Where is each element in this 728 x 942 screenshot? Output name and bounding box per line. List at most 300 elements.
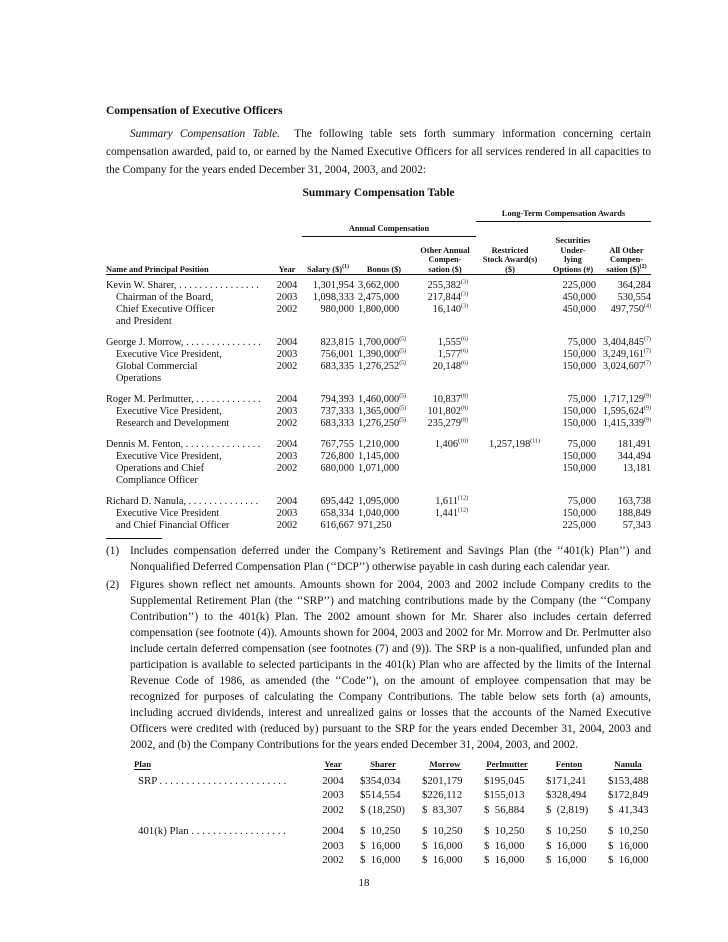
footnote-divider: [106, 538, 162, 539]
other-annual-note: (10): [458, 438, 468, 445]
table-row: [106, 418, 651, 430]
restricted-stock-cell: [476, 275, 544, 293]
other-annual-note: (8): [461, 405, 468, 412]
plan-value-cell: $172,849: [608, 789, 649, 801]
table-row: [106, 430, 651, 451]
restricted-stock-cell: [476, 385, 544, 406]
plan-row: [134, 803, 656, 818]
bonus-cell: [354, 508, 414, 520]
header-securities: Securities Under- lying Options (#): [544, 236, 602, 275]
bonus-value: 1,145,000: [358, 451, 400, 462]
plan-value-cell: $ 10,250: [608, 825, 649, 837]
table-row: [106, 349, 651, 361]
plan-header-fenton: Fenton: [555, 759, 583, 769]
plan-year-cell: 2002: [322, 803, 344, 816]
all-other-value: 1,717,129: [602, 394, 645, 405]
empty-cell: [272, 373, 651, 385]
plan-value-cell: $ 16,000: [360, 839, 401, 852]
restricted-stock-cell: [476, 349, 544, 361]
other-annual-cell: [414, 406, 476, 418]
options-cell: 75,000: [567, 439, 596, 450]
bonus-note: (5): [399, 360, 407, 367]
executive-name: George J. Morrow, . . . . . . . . . . . . . . .: [106, 337, 261, 348]
footnotes: [106, 543, 651, 753]
year-cell: 2004: [276, 280, 298, 291]
year-cell: 2004: [276, 439, 298, 450]
plan-row: [134, 839, 656, 854]
other-annual-value: 1,441: [434, 508, 458, 519]
table-row: [106, 385, 651, 406]
all-other-value: 13,181: [622, 463, 652, 474]
options-cell: 75,000: [567, 496, 596, 507]
salary-cell: 616,667: [320, 520, 354, 531]
header-year: Year: [272, 236, 302, 275]
other-annual-note: (8): [461, 417, 468, 424]
plan-name: SRP . . . . . . . . . . . . . . . . . . . . . . . .: [138, 774, 287, 787]
year-cell: 2003: [276, 508, 298, 519]
plan-value-cell: $195,045: [484, 774, 525, 787]
other-annual-note: (8): [461, 393, 468, 400]
bonus-cell: [354, 463, 414, 475]
salary-cell: 658,334: [320, 508, 354, 519]
bonus-cell: [354, 275, 414, 293]
options-cell: 150,000: [562, 463, 596, 474]
all-other-value: 1,595,624: [602, 406, 645, 417]
plan-value-cell: $201,179: [422, 774, 463, 787]
plan-contributions-table: [134, 757, 656, 868]
plan-value-cell: $171,241: [546, 774, 587, 787]
table-row: [106, 328, 651, 349]
table-row: [106, 487, 651, 508]
salary-cell: 737,333: [320, 406, 354, 417]
executive-position: Operations and Chief: [116, 463, 205, 474]
bonus-cell: [354, 406, 414, 418]
bonus-value: 1,095,000: [358, 496, 400, 507]
options-cell: 225,000: [562, 520, 596, 531]
header-long-term-compensation: Long-Term Compensation Awards: [476, 209, 651, 221]
plan-header-year: Year: [324, 759, 342, 769]
other-annual-cell: [414, 275, 476, 293]
all-other-note: (4): [644, 303, 652, 310]
other-annual-value: 20,148: [432, 361, 461, 372]
plan-row: [134, 788, 656, 803]
salary-cell: 695,442: [320, 496, 354, 507]
page-number: 18: [358, 877, 370, 889]
header-salary: [302, 236, 354, 275]
table-row: [106, 463, 651, 475]
executive-name: Dennis M. Fenton, . . . . . . . . . . . . . . .: [106, 439, 261, 450]
bonus-cell: [354, 304, 414, 316]
bonus-cell: [354, 349, 414, 361]
salary-cell: 680,000: [320, 463, 354, 474]
bonus-value: 2,475,000: [358, 292, 400, 303]
empty-cell: [272, 316, 651, 328]
bonus-value: 1,210,000: [358, 439, 400, 450]
empty-cell: [272, 475, 651, 487]
table-row: [106, 520, 651, 532]
all-other-cell: [602, 487, 651, 508]
plan-value-cell: $ 16,000: [484, 839, 525, 852]
footnote-number: (1): [106, 545, 120, 557]
restricted-stock-cell: [476, 406, 544, 418]
bonus-value: 1,460,000: [358, 394, 400, 405]
other-annual-cell: [414, 451, 476, 463]
other-annual-value: 235,279: [427, 418, 461, 429]
other-annual-cell: [414, 349, 476, 361]
bonus-note: (5): [399, 417, 407, 424]
plan-year-cell: 2004: [322, 825, 344, 837]
all-other-cell: [602, 451, 651, 463]
bonus-cell: [354, 430, 414, 451]
bonus-value: 1,365,000: [358, 406, 400, 417]
intro-paragraph: [106, 125, 651, 179]
options-cell: 450,000: [562, 304, 596, 315]
all-other-cell: [602, 430, 651, 451]
all-other-value: 530,554: [617, 292, 652, 303]
intro-lead: Summary Compensation Table.: [130, 128, 280, 140]
header-all-other-label: All Other Compen- sation ($): [606, 245, 644, 274]
plan-header-morrow: Morrow: [429, 759, 461, 769]
year-cell: 2003: [276, 406, 298, 417]
table-row: [106, 406, 651, 418]
plan-row: [134, 853, 656, 868]
restricted-stock-cell: [476, 361, 544, 373]
header-bonus: Bonus ($): [354, 236, 414, 275]
options-cell: 150,000: [562, 418, 596, 429]
plan-value-cell: $ 56,884: [484, 803, 525, 816]
other-annual-value: 1,555: [437, 337, 461, 348]
plan-value-cell: $ 16,000: [360, 854, 401, 866]
year-cell: 2002: [276, 520, 298, 531]
all-other-note: (9): [644, 393, 652, 400]
plan-row: [134, 817, 656, 839]
all-other-cell: [602, 418, 651, 430]
plan-header-perlmutter: Perlmutter: [486, 759, 528, 769]
all-other-value: 57,343: [622, 520, 652, 531]
header-restricted-stock: Restricted Stock Award(s) ($): [476, 236, 544, 275]
other-annual-value: 1,577: [437, 349, 461, 360]
plan-value-cell: $ 10,250: [484, 825, 525, 837]
other-annual-value: 16,140: [432, 304, 461, 315]
bonus-cell: [354, 385, 414, 406]
table-row: [106, 275, 651, 293]
table-row: [106, 373, 651, 385]
executive-position: Research and Development: [116, 418, 230, 429]
executive-name: Roger M. Perlmutter, . . . . . . . . . . . . .: [106, 394, 261, 405]
plan-value-cell: $ 10,250: [546, 825, 587, 837]
all-other-cell: [602, 385, 651, 406]
options-cell: 225,000: [562, 280, 596, 291]
all-other-value: 364,284: [617, 280, 652, 291]
header-all-other-note: (2): [639, 263, 647, 270]
summary-compensation-table: [106, 209, 651, 532]
plan-value-cell: $514,554: [360, 789, 401, 801]
options-cell: 150,000: [562, 406, 596, 417]
bonus-value: 1,071,000: [358, 463, 400, 474]
year-cell: 2004: [276, 394, 298, 405]
salary-cell: 980,000: [320, 304, 354, 315]
plan-value-cell: $ 16,000: [546, 854, 587, 866]
all-other-note: (7): [644, 336, 652, 343]
restricted-stock-cell: [476, 418, 544, 430]
other-annual-note: (3): [461, 291, 468, 298]
other-annual-cell: [414, 328, 476, 349]
footnote-text: Includes compensation deferred under the Company’s Retirement and Savings Plan (the ‘‘401(k) Plan’’) and Nonqualified Deferred Compensation Plan (‘‘DCP’’) otherwise payable in cash during each calendar year.: [130, 545, 651, 573]
table-row: [106, 361, 651, 373]
executive-position: Global Commercial: [116, 361, 198, 372]
executive-name: Richard D. Nanula, . . . . . . . . . . . . . .: [106, 496, 259, 507]
footnote: [106, 543, 651, 575]
all-other-value: 3,404,845: [602, 337, 645, 348]
executive-position: Chief Executive Officer: [116, 304, 215, 315]
other-annual-cell: [414, 304, 476, 316]
plan-value-cell: $ 16,000: [608, 839, 649, 852]
bonus-value: 1,040,000: [358, 508, 400, 519]
salary-cell: 1,098,333: [312, 292, 354, 303]
options-cell: 150,000: [562, 508, 596, 519]
bonus-cell: [354, 292, 414, 304]
plan-row: [134, 774, 656, 789]
salary-cell: 683,335: [320, 361, 354, 372]
header-annual-compensation: Annual Compensation: [302, 221, 476, 236]
header-other-annual: Other Annual Compen- sation ($): [414, 236, 476, 275]
all-other-cell: [602, 361, 651, 373]
restricted-stock-cell: [476, 508, 544, 520]
executive-position: Compliance Officer: [116, 475, 198, 486]
executive-position: and Chief Financial Officer: [116, 520, 230, 531]
other-annual-note: (3): [461, 279, 468, 286]
plan-value-cell: $ 16,000: [422, 854, 463, 866]
bonus-value: 3,662,000: [358, 280, 400, 291]
year-cell: 2002: [276, 304, 298, 315]
bonus-cell: [354, 361, 414, 373]
plan-name-cell: [134, 817, 314, 839]
year-cell: 2003: [276, 349, 298, 360]
all-other-value: 163,738: [617, 496, 652, 507]
other-annual-cell: [414, 361, 476, 373]
executive-position: Executive Vice President: [116, 508, 220, 519]
plan-value-cell: $226,112: [422, 789, 463, 801]
options-cell: 75,000: [567, 394, 596, 405]
other-annual-value: 1,406: [434, 439, 458, 450]
other-annual-note: (6): [461, 360, 468, 367]
salary-cell: 683,333: [320, 418, 354, 429]
plan-name-cell: [134, 788, 314, 803]
salary-cell: 756,001: [320, 349, 354, 360]
executive-position: Executive Vice President,: [116, 451, 222, 462]
plan-name-cell: [134, 774, 314, 789]
other-annual-value: 255,382: [427, 280, 461, 291]
plan-value-cell: $354,034: [360, 774, 401, 787]
plan-value-cell: $ 41,343: [608, 803, 649, 816]
executive-position: Operations: [116, 373, 162, 384]
all-other-note: (7): [644, 348, 652, 355]
all-other-value: 3,024,607: [602, 361, 645, 372]
restricted-stock-cell: [476, 328, 544, 349]
salary-cell: 1,301,954: [312, 280, 354, 291]
other-annual-note: (12): [458, 507, 468, 514]
year-cell: 2002: [276, 418, 298, 429]
other-annual-note: (6): [461, 348, 468, 355]
all-other-cell: [602, 304, 651, 316]
plan-year-cell: 2002: [322, 854, 344, 866]
restricted-stock-cell: [476, 430, 544, 451]
year-cell: 2002: [276, 463, 298, 474]
options-cell: 75,000: [567, 337, 596, 348]
other-annual-note: (12): [458, 495, 468, 502]
bonus-note: (5): [399, 393, 407, 400]
other-annual-cell: [414, 520, 476, 532]
plan-name-cell: [134, 853, 314, 868]
table-row: [106, 292, 651, 304]
header-salary-note: (1): [342, 263, 350, 270]
salary-cell: 823,815: [320, 337, 354, 348]
plan-name-cell: [134, 839, 314, 854]
other-annual-cell: [414, 430, 476, 451]
other-annual-value: 217,844: [427, 292, 461, 303]
year-cell: 2003: [276, 451, 298, 462]
bonus-note: (5): [399, 336, 407, 343]
section-title: Compensation of Executive Officers: [106, 105, 283, 117]
bonus-value: 1,276,250: [358, 418, 400, 429]
restricted-stock-cell: [476, 463, 544, 475]
plan-header-sharer: Sharer: [370, 759, 396, 769]
bonus-cell: [354, 520, 414, 532]
salary-cell: 767,755: [320, 439, 354, 450]
other-annual-note: (6): [461, 336, 468, 343]
bonus-value: 1,276,252: [358, 361, 400, 372]
plan-name: 401(k) Plan . . . . . . . . . . . . . . . . . .: [138, 825, 286, 837]
plan-value-cell: $ (18,250): [360, 803, 405, 816]
bonus-value: 1,800,000: [358, 304, 400, 315]
intro-text: The following table sets forth summary information concerning certain compensation awarded, paid to, or earned by the Named Executive Officers for all services rendered in all capacities to the Company for the years ended December 31, 2004, 2003, and 2002:: [106, 128, 651, 176]
restricted-stock-value: 1,257,198: [489, 439, 531, 450]
all-other-value: 344,494: [617, 451, 652, 462]
plan-header-nanula: Nanula: [614, 759, 642, 769]
all-other-value: 3,249,161: [602, 349, 645, 360]
bonus-cell: [354, 487, 414, 508]
all-other-cell: [602, 328, 651, 349]
plan-year-cell: 2004: [322, 774, 344, 787]
restricted-stock-cell: [476, 304, 544, 316]
plan-value-cell: $ 83,307: [422, 803, 463, 816]
restricted-stock-note: (11): [530, 438, 540, 445]
executive-position: and President: [116, 316, 172, 327]
other-annual-cell: [414, 487, 476, 508]
other-annual-cell: [414, 418, 476, 430]
year-cell: 2003: [276, 292, 298, 303]
executive-position: Executive Vice President,: [116, 406, 222, 417]
other-annual-cell: [414, 385, 476, 406]
year-cell: 2002: [276, 361, 298, 372]
other-annual-cell: [414, 292, 476, 304]
options-cell: 150,000: [562, 349, 596, 360]
restricted-stock-cell: [476, 451, 544, 463]
plan-value-cell: $ (2,819): [546, 803, 589, 816]
header-all-other: [602, 236, 651, 275]
year-cell: 2004: [276, 496, 298, 507]
all-other-value: 181,491: [617, 439, 652, 450]
bonus-note: (5): [399, 405, 407, 412]
header-name-position: Name and Principal Position: [106, 236, 272, 275]
executive-position: Chairman of the Board,: [116, 292, 214, 303]
executive-name: Kevin W. Sharer, . . . . . . . . . . . . . . . .: [106, 280, 259, 291]
other-annual-value: 10,837: [432, 394, 461, 405]
bonus-cell: [354, 328, 414, 349]
options-cell: 450,000: [562, 292, 596, 303]
plan-value-cell: $ 16,000: [484, 854, 525, 866]
footnote-text: Figures shown reflect net amounts. Amounts shown for 2004, 2003 and 2002 include Company credits to the Supplemental Retirement Plan (the ‘‘SRP’’) and matching contributions made by the Company (the ‘‘Company Contribution’’) to the 401(k) Plan. The 2002 amount shown for Mr. Sharer also includes certain deferred compensation (see footnote (4)). Amounts shown for 2004, 2003 and 2002 for Mr. Morrow and Dr. Perlmutter also include certain deferred compensation (see footnotes (7) and (9)). The SRP is a non-qualified, unfunded plan and participation is available to selected participants in the 401(k) Plan who are affected by the limits of the Internal Revenue Code of 1986, as amended (the ‘‘Code’’), on the amount of employee compensation that may be recognized for purposes of calculating the Company Contributions. The table below sets forth (a) amounts, including accrued dividends, interest and unrealized gains or losses that the accounts of the Named Executive Officers were credited with (reduced by) pursuant to the SRP for the years ended December 31, 2004, 2003 and 2002, and (b) the Company Contributions for the years ended December 31, 2004, 2003, and 2002.: [130, 579, 651, 751]
executive-position: Executive Vice President,: [116, 349, 222, 360]
other-annual-cell: [414, 508, 476, 520]
all-other-cell: [602, 349, 651, 361]
document-page: [106, 105, 651, 868]
other-annual-cell: [414, 463, 476, 475]
plan-year-cell: 2003: [322, 789, 344, 801]
other-annual-note: (3): [461, 303, 468, 310]
all-other-note: (9): [644, 417, 652, 424]
plan-value-cell: $ 16,000: [422, 839, 463, 852]
table-row: [106, 451, 651, 463]
footnote-number: (2): [106, 579, 120, 591]
restricted-stock-cell: [476, 487, 544, 508]
plan-value-cell: $ 16,000: [546, 839, 587, 852]
header-salary-label: Salary ($): [306, 264, 343, 274]
plan-value-cell: $155,013: [484, 789, 525, 801]
all-other-cell: [602, 406, 651, 418]
bonus-value: 1,700,000: [358, 337, 400, 348]
bonus-cell: [354, 418, 414, 430]
plan-value-cell: $ 16,000: [608, 854, 649, 866]
bonus-note: (5): [399, 348, 407, 355]
table-row: [106, 304, 651, 316]
plan-value-cell: $ 10,250: [360, 825, 401, 837]
plan-year-cell: 2003: [322, 839, 344, 852]
table-title: Summary Compensation Table: [302, 187, 455, 199]
all-other-note: (7): [644, 360, 652, 367]
plan-value-cell: $ 10,250: [422, 825, 463, 837]
all-other-cell: [602, 520, 651, 532]
bonus-value: 971,250: [358, 520, 392, 531]
plan-value-cell: $153,488: [608, 774, 649, 787]
table-row: [106, 508, 651, 520]
other-annual-value: 1,611: [435, 496, 458, 507]
plan-header-plan: Plan: [134, 759, 152, 769]
all-other-cell: [602, 463, 651, 475]
all-other-value: 188,849: [617, 508, 652, 519]
salary-cell: 726,800: [320, 451, 354, 462]
all-other-cell: [602, 508, 651, 520]
year-cell: 2004: [276, 337, 298, 348]
options-cell: 150,000: [562, 451, 596, 462]
restricted-stock-cell: [476, 292, 544, 304]
table-row: [106, 475, 651, 487]
salary-cell: 794,393: [320, 394, 354, 405]
all-other-note: (9): [644, 405, 652, 412]
all-other-cell: [602, 275, 651, 293]
plan-value-cell: $328,494: [546, 789, 587, 801]
bonus-cell: [354, 451, 414, 463]
other-annual-value: 101,802: [427, 406, 461, 417]
all-other-cell: [602, 292, 651, 304]
all-other-value: 497,750: [610, 304, 645, 315]
bonus-value: 1,390,000: [358, 349, 400, 360]
options-cell: 150,000: [562, 361, 596, 372]
table-row: [106, 316, 651, 328]
restricted-stock-cell: [476, 520, 544, 532]
footnote: [106, 577, 651, 753]
all-other-value: 1,415,339: [602, 418, 645, 429]
